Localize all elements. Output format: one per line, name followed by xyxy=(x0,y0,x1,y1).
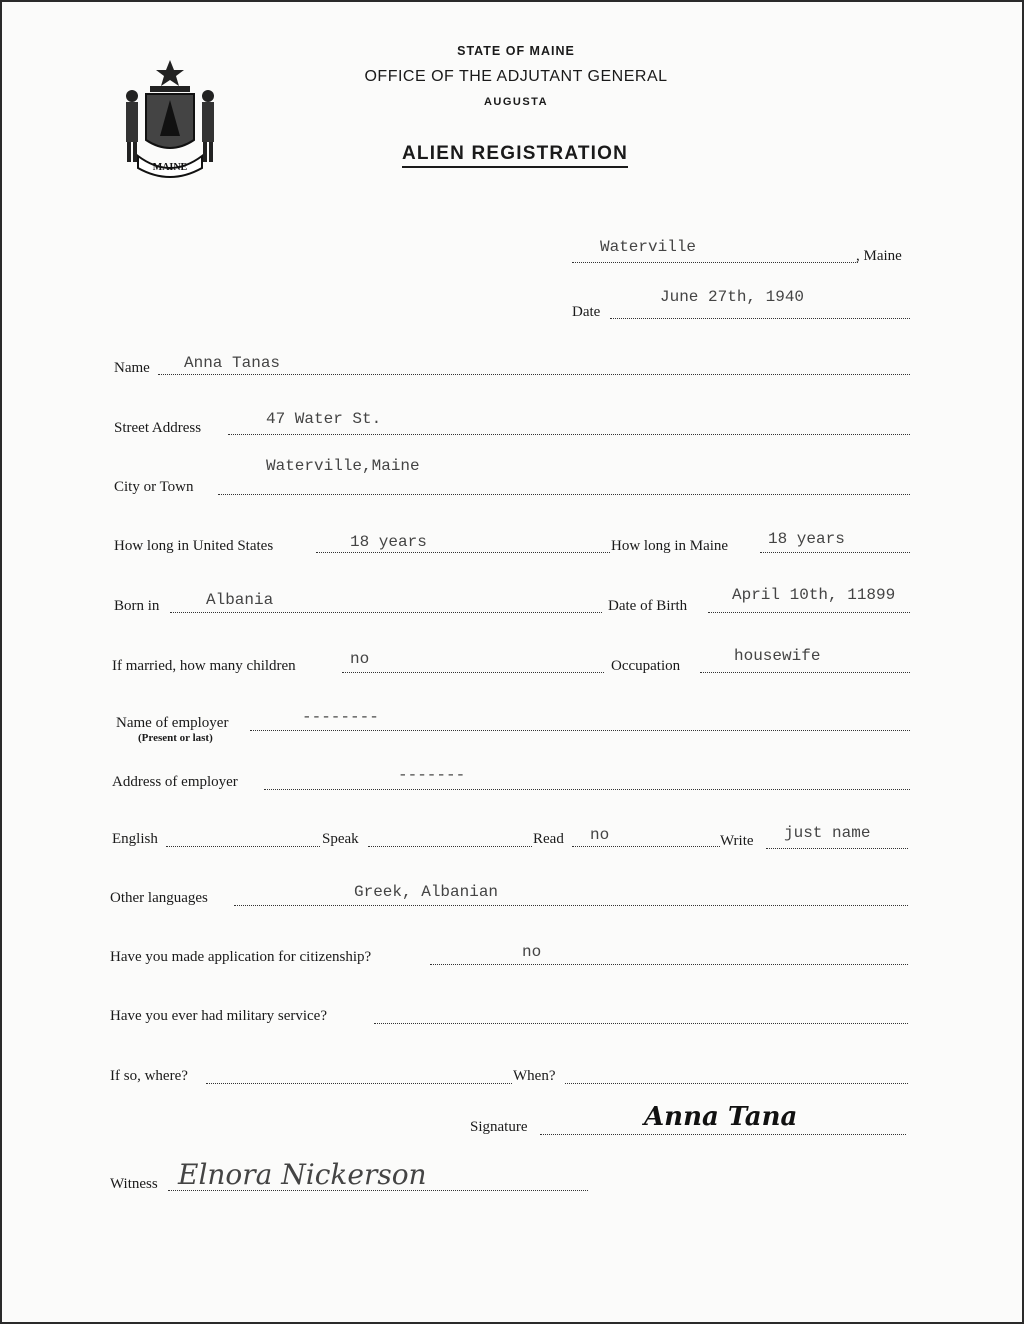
occupation-value: housewife xyxy=(734,647,821,665)
born-label: Born in xyxy=(114,598,160,614)
employer-line xyxy=(250,730,910,731)
english-label: English xyxy=(112,831,158,847)
citizenship-label: Have you made application for citizenship? xyxy=(110,949,372,965)
citizenship-line xyxy=(430,964,908,965)
speak-line xyxy=(368,846,532,847)
header-city: AUGUSTA xyxy=(483,96,549,108)
us-duration-value: 18 years xyxy=(350,533,427,551)
children-line xyxy=(342,672,604,673)
witness-value: Elnora Nickerson xyxy=(178,1158,427,1191)
other-languages-line xyxy=(234,905,908,906)
children-label: If married, how many children xyxy=(112,658,296,674)
maine-duration-label: How long in Maine xyxy=(611,538,729,554)
speak-label: Speak xyxy=(322,831,359,847)
city-value: Waterville,Maine xyxy=(266,457,420,475)
street-line xyxy=(228,434,910,435)
read-value: no xyxy=(590,826,610,844)
dob-value: April 10th, 11899 xyxy=(732,586,896,604)
citizenship-value: no xyxy=(522,943,542,961)
other-languages-label: Other languages xyxy=(110,890,208,906)
name-value: Anna Tanas xyxy=(184,354,281,372)
english-line xyxy=(166,846,320,847)
write-label: Write xyxy=(720,833,754,849)
employer-label: Name of employer xyxy=(116,715,229,731)
signature-label: Signature xyxy=(470,1119,528,1135)
city-label: City or Town xyxy=(114,479,194,495)
date-label: Date xyxy=(572,304,601,320)
name-label: Name xyxy=(114,360,150,376)
when-label: When? xyxy=(513,1068,556,1084)
read-line xyxy=(572,846,720,847)
header-office: OFFICE OF THE ADJUTANT GENERAL xyxy=(364,68,668,85)
dob-label: Date of Birth xyxy=(608,598,688,614)
form-title-text: ALIEN REGISTRATION xyxy=(402,143,628,168)
date-line xyxy=(610,318,910,319)
street-label: Street Address xyxy=(114,420,202,436)
header-state: STATE OF MAINE xyxy=(457,44,575,58)
employer-address-label: Address of employer xyxy=(112,774,238,790)
military-line xyxy=(374,1023,908,1024)
place-line xyxy=(572,262,858,263)
where-line xyxy=(206,1083,512,1084)
children-value: no xyxy=(350,650,370,668)
street-value: 47 Water St. xyxy=(266,410,382,428)
read-label: Read xyxy=(533,831,564,847)
other-languages-value: Greek, Albanian xyxy=(354,883,499,901)
date-value: June 27th, 1940 xyxy=(660,288,805,306)
where-label: If so, where? xyxy=(110,1068,188,1084)
write-line xyxy=(766,848,908,849)
maine-duration-value: 18 years xyxy=(768,530,845,548)
place-value: Waterville xyxy=(600,238,697,256)
witness-label: Witness xyxy=(110,1176,158,1192)
signature-line xyxy=(540,1134,906,1135)
employer-address-line xyxy=(264,789,910,790)
military-label: Have you ever had military service? xyxy=(110,1008,327,1024)
place-suffix: , Maine xyxy=(856,248,902,264)
write-value: just name xyxy=(784,824,871,842)
seal-text: MAINE xyxy=(152,162,188,173)
dob-line xyxy=(708,612,910,613)
employer-address-value: ------- xyxy=(398,766,466,784)
born-value: Albania xyxy=(206,591,274,609)
born-line xyxy=(170,612,602,613)
occupation-label: Occupation xyxy=(611,658,681,674)
employer-sublabel: (Present or last) xyxy=(138,732,213,744)
occupation-line xyxy=(700,672,910,673)
signature-value: Anna Tana xyxy=(644,1102,798,1132)
maine-duration-line xyxy=(760,552,910,553)
us-duration-line xyxy=(316,552,610,553)
when-line xyxy=(565,1083,908,1084)
name-line xyxy=(158,374,910,375)
city-line xyxy=(218,494,910,495)
employer-value: -------- xyxy=(302,708,379,726)
us-duration-label: How long in United States xyxy=(114,538,274,554)
form-title xyxy=(3,143,1024,165)
